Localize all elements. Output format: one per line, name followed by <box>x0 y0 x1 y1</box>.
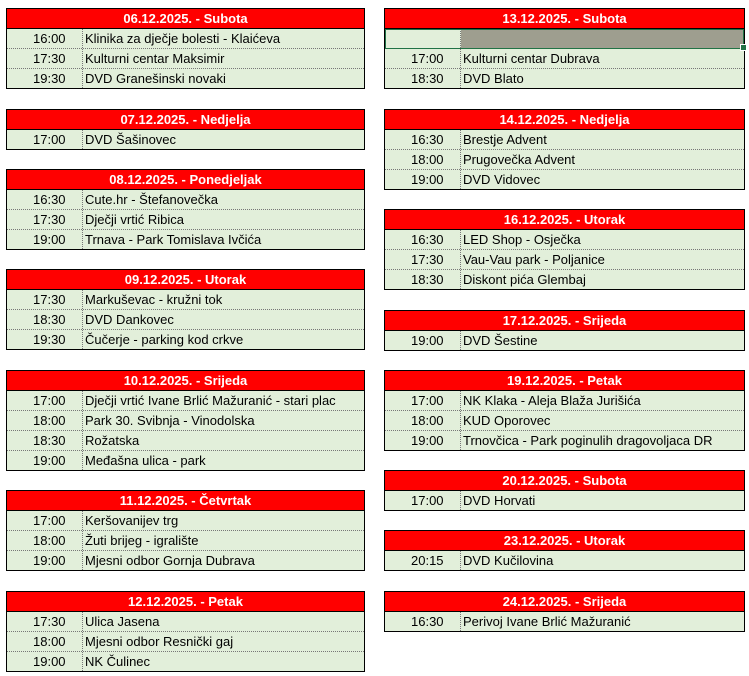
event-time[interactable]: 18:00 <box>7 531 83 550</box>
day-block <box>384 530 745 571</box>
event-location[interactable]: Markuševac - kružni tok <box>85 292 223 307</box>
event-location[interactable]: Ulica Jasena <box>85 614 160 629</box>
event-row[interactable] <box>7 612 364 632</box>
event-location[interactable]: Brestje Advent <box>463 132 547 147</box>
event-time[interactable]: 16:30 <box>385 130 461 149</box>
day-block <box>384 310 745 351</box>
event-row[interactable] <box>385 230 744 250</box>
event-row[interactable] <box>385 49 744 69</box>
event-time[interactable]: 17:30 <box>7 290 83 309</box>
event-location[interactable]: Diskont pića Glembaj <box>463 272 586 287</box>
event-location[interactable]: DVD Šestine <box>463 333 538 348</box>
event-row[interactable] <box>385 411 744 431</box>
day-header[interactable]: 24.12.2025. - Srijeda <box>385 592 744 612</box>
event-location[interactable]: DVD Vidovec <box>463 172 541 187</box>
event-time[interactable]: 19:00 <box>7 551 83 570</box>
event-time[interactable]: 19:00 <box>385 170 461 189</box>
day-header[interactable]: 17.12.2025. - Srijeda <box>385 311 744 331</box>
event-time[interactable]: 16:30 <box>7 190 83 209</box>
event-row[interactable] <box>7 531 364 551</box>
day-block <box>384 370 745 451</box>
event-location[interactable]: DVD Granešinski novaki <box>85 71 226 86</box>
event-row[interactable] <box>385 250 744 270</box>
selected-event-row[interactable] <box>385 29 744 49</box>
event-location[interactable]: DVD Blato <box>463 71 524 86</box>
event-row[interactable] <box>385 551 744 570</box>
event-row[interactable] <box>7 130 364 149</box>
event-time[interactable]: 19:00 <box>385 431 461 450</box>
event-time[interactable]: 17:00 <box>7 391 83 410</box>
event-time[interactable]: 17:00 <box>385 391 461 410</box>
event-time[interactable]: 19:30 <box>7 69 83 88</box>
event-location[interactable]: Žuti brijeg - igralište <box>85 533 199 548</box>
event-time[interactable]: 19:00 <box>7 652 83 671</box>
event-location[interactable]: Klinika za dječje bolesti - Klaićeva <box>85 31 281 46</box>
event-time[interactable]: 19:00 <box>385 331 461 350</box>
event-location[interactable]: NK Klaka - Aleja Blaža Jurišića <box>463 393 641 408</box>
event-location[interactable]: Perivoj Ivane Brlić Mažuranić <box>463 614 631 629</box>
event-time[interactable]: 17:00 <box>7 130 83 149</box>
event-time[interactable] <box>385 29 461 48</box>
day-header[interactable]: 08.12.2025. - Ponedjeljak <box>7 170 364 190</box>
event-time[interactable]: 19:30 <box>7 330 83 349</box>
event-row[interactable] <box>7 230 364 249</box>
day-header[interactable]: 10.12.2025. - Srijeda <box>7 371 364 391</box>
event-location[interactable]: Cute.hr - Štefanovečka <box>85 192 218 207</box>
event-row[interactable] <box>7 511 364 531</box>
event-row[interactable] <box>7 391 364 411</box>
day-block <box>384 8 745 89</box>
event-location[interactable]: KUD Oporovec <box>463 413 551 428</box>
event-row[interactable] <box>7 652 364 671</box>
day-block <box>384 591 745 632</box>
event-location[interactable]: LED Shop - Osječka <box>463 232 581 247</box>
event-time[interactable]: 18:00 <box>7 632 83 651</box>
event-time[interactable]: 20:15 <box>385 551 461 570</box>
event-row[interactable] <box>7 451 364 470</box>
event-row[interactable] <box>385 491 744 510</box>
event-location[interactable]: DVD Dankovec <box>85 312 174 327</box>
event-location[interactable]: Dječji vrtić Ribica <box>85 212 184 227</box>
event-row[interactable] <box>7 431 364 451</box>
event-row[interactable] <box>7 210 364 230</box>
event-row[interactable] <box>7 49 364 69</box>
event-time[interactable]: 17:00 <box>385 491 461 510</box>
day-header[interactable]: 12.12.2025. - Petak <box>7 592 364 612</box>
event-time[interactable]: 16:00 <box>7 29 83 48</box>
event-time[interactable]: 17:00 <box>7 511 83 530</box>
day-block <box>6 109 365 150</box>
event-row[interactable] <box>7 69 364 88</box>
event-time[interactable]: 16:30 <box>385 612 461 631</box>
event-location[interactable]: Vau-Vau park - Poljanice <box>463 252 605 267</box>
event-row[interactable] <box>7 29 364 49</box>
event-row[interactable] <box>7 330 364 349</box>
day-block <box>384 109 745 190</box>
day-header[interactable]: 11.12.2025. - Četvrtak <box>7 491 364 511</box>
event-time[interactable]: 18:00 <box>7 411 83 430</box>
day-header[interactable]: 23.12.2025. - Utorak <box>385 531 744 551</box>
event-time[interactable]: 17:30 <box>7 49 83 68</box>
day-block <box>6 8 365 89</box>
day-header[interactable]: 19.12.2025. - Petak <box>385 371 744 391</box>
event-row[interactable] <box>385 270 744 289</box>
event-location[interactable]: Rožatska <box>85 433 140 448</box>
event-location[interactable]: DVD Horvati <box>463 493 536 508</box>
fill-handle[interactable] <box>740 44 747 51</box>
event-row[interactable] <box>385 431 744 450</box>
event-time[interactable]: 18:30 <box>7 310 83 329</box>
day-block <box>6 269 365 350</box>
day-block <box>6 591 365 672</box>
event-location[interactable]: Prugovečka Advent <box>463 152 576 167</box>
day-header[interactable]: 09.12.2025. - Utorak <box>7 270 364 290</box>
event-time[interactable]: 17:30 <box>385 250 461 269</box>
day-block <box>6 370 365 471</box>
event-location[interactable]: Park 30. Svibnja - Vinodolska <box>85 413 255 428</box>
event-time[interactable]: 19:00 <box>7 230 83 249</box>
event-row[interactable] <box>7 190 364 210</box>
event-location[interactable]: Kulturni centar Maksimir <box>85 51 225 66</box>
day-header[interactable]: 16.12.2025. - Utorak <box>385 210 744 230</box>
day-block <box>6 490 365 571</box>
event-time[interactable]: 19:00 <box>7 451 83 470</box>
day-block <box>384 209 745 290</box>
event-time[interactable]: 18:00 <box>385 150 461 169</box>
event-location[interactable]: Kulturni centar Dubrava <box>463 51 600 66</box>
day-header[interactable]: 14.12.2025. - Nedjelja <box>385 110 744 130</box>
event-location[interactable]: Trnovčica - Park poginulih dragovoljaca DR <box>463 433 713 448</box>
event-location[interactable]: NK Čulinec <box>85 654 151 669</box>
day-block <box>6 169 365 250</box>
event-row[interactable] <box>7 290 364 310</box>
event-location[interactable]: Mjesni odbor Resnički gaj <box>85 634 234 649</box>
event-location[interactable]: Mjesni odbor Gornja Dubrava <box>85 553 255 568</box>
day-block <box>384 470 745 511</box>
event-row[interactable] <box>7 310 364 330</box>
event-time[interactable]: 18:30 <box>385 270 461 289</box>
day-header[interactable]: 20.12.2025. - Subota <box>385 471 744 491</box>
event-row[interactable] <box>7 411 364 431</box>
event-row[interactable] <box>385 130 744 150</box>
event-location[interactable] <box>461 29 744 48</box>
event-row[interactable] <box>7 632 364 652</box>
day-header[interactable]: 06.12.2025. - Subota <box>7 9 364 29</box>
event-time[interactable]: 16:30 <box>385 230 461 249</box>
event-time[interactable]: 18:30 <box>7 431 83 450</box>
event-row[interactable] <box>385 170 744 189</box>
event-location[interactable]: Dječji vrtić Ivane Brlić Mažuranić - stari plac <box>85 393 336 408</box>
event-row[interactable] <box>385 391 744 411</box>
event-location[interactable]: Čučerje - parking kod crkve <box>85 332 244 347</box>
event-row[interactable] <box>7 551 364 570</box>
event-row[interactable] <box>385 150 744 170</box>
event-row[interactable] <box>385 69 744 88</box>
day-header[interactable]: 07.12.2025. - Nedjelja <box>7 110 364 130</box>
event-location[interactable]: DVD Šašinovec <box>85 132 177 147</box>
event-time[interactable]: 18:00 <box>385 411 461 430</box>
day-header[interactable]: 13.12.2025. - Subota <box>385 9 744 29</box>
event-time[interactable]: 17:30 <box>7 612 83 631</box>
event-time[interactable]: 17:30 <box>7 210 83 229</box>
event-row[interactable] <box>385 612 744 631</box>
event-location[interactable]: Međašna ulica - park <box>85 453 206 468</box>
event-time[interactable]: 18:30 <box>385 69 461 88</box>
event-location[interactable]: DVD Kučilovina <box>463 553 554 568</box>
event-row[interactable] <box>385 331 744 350</box>
event-location[interactable]: Trnava - Park Tomislava Ivčića <box>85 232 262 247</box>
event-time[interactable]: 17:00 <box>385 49 461 68</box>
event-location[interactable]: Keršovanijev trg <box>85 513 179 528</box>
